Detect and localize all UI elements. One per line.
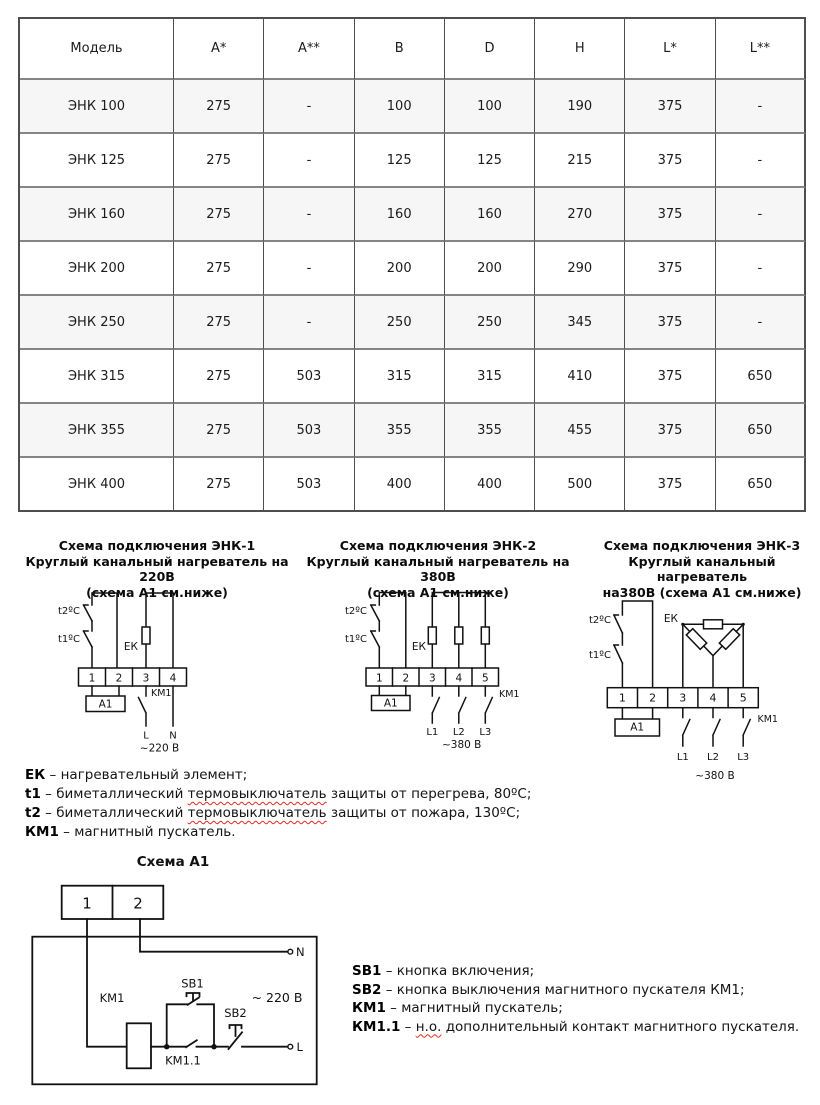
dimension-cell: 503: [264, 458, 354, 512]
model-cell: ЭНК 400: [20, 458, 174, 512]
terminal-number: 2: [402, 672, 410, 685]
legend-text: – магнитный пускатель.: [58, 824, 236, 840]
title-line: (схема А1 см.ниже): [86, 584, 228, 600]
dimension-cell: 315: [445, 350, 535, 404]
t2-label: t2ºC: [589, 615, 611, 626]
terminal-number: 5: [739, 691, 747, 705]
heater-element: [719, 629, 739, 650]
t1-label: t1ºC: [589, 650, 611, 661]
terminal-number: 1: [375, 672, 383, 685]
junction-node: [211, 1044, 216, 1049]
dimensions-table: [18, 17, 806, 512]
km1-label: KM1: [499, 689, 520, 700]
model-cell: ЭНК 315: [20, 350, 174, 404]
dimension-cell: 345: [535, 296, 625, 350]
l2-label: L2: [707, 752, 719, 763]
terminal-number: 2: [115, 672, 123, 685]
dimension-cell: -: [716, 242, 806, 296]
sb1-label: SB1: [181, 976, 204, 991]
legend-text: – магнитный пускатель;: [385, 1000, 563, 1016]
title-line: Круглый канальный нагреватель на 220В: [25, 553, 289, 584]
legend-line: [352, 1018, 817, 1037]
legend-text: – кнопка включения;: [381, 963, 535, 979]
a1-leads: [92, 686, 119, 696]
legend-term: SB2: [352, 981, 382, 998]
dimension-cell: 650: [716, 404, 806, 458]
dimension-cell: 375: [625, 404, 715, 458]
dimension-cell: 125: [355, 134, 445, 188]
dimension-cell: -: [264, 242, 354, 296]
header-row: [20, 19, 806, 80]
schema-a1-legend: [352, 962, 817, 1036]
dimension-cell: 215: [535, 134, 625, 188]
legend-text: –: [400, 1018, 416, 1035]
delta-node: [681, 623, 684, 626]
column-header: H: [535, 19, 625, 80]
model-cell: ЭНК 250: [20, 296, 174, 350]
dimension-cell: -: [716, 80, 806, 134]
terminal-number: 1: [82, 894, 92, 913]
km1-contact: [432, 686, 439, 723]
dimension-cell: 375: [625, 188, 715, 242]
l3-label: L3: [737, 752, 750, 763]
legend-term: КМ1.1: [352, 1018, 401, 1035]
voltage-label: ~380 В: [442, 739, 482, 751]
table-row: [20, 80, 806, 134]
column-header: L**: [716, 19, 806, 80]
legend-line: [352, 999, 817, 1018]
dimension-cell: 375: [625, 80, 715, 134]
terminal-number: 3: [679, 691, 687, 705]
heater-element: [428, 627, 436, 644]
dimension-cell: 355: [355, 404, 445, 458]
legend-wavy-text: н.о.: [415, 1018, 442, 1035]
dimension-cell: 275: [174, 134, 264, 188]
dimension-cell: 375: [625, 296, 715, 350]
terminal-number: 1: [618, 691, 626, 705]
dimension-cell: -: [716, 188, 806, 242]
n-label: N: [296, 945, 305, 960]
diagram-title-enk3: [584, 538, 820, 600]
dimension-cell: 125: [445, 134, 535, 188]
legend-text: – биметаллический: [40, 805, 188, 821]
dimension-cell: 275: [174, 242, 264, 296]
legend-text: – биметаллический: [40, 786, 188, 802]
dimension-cell: 503: [264, 350, 354, 404]
heater-element: [455, 627, 463, 644]
l2-label: L2: [452, 727, 465, 738]
km1-label: KM1: [99, 991, 125, 1005]
sb2-button: [229, 1025, 243, 1049]
km1-coil: [127, 1023, 151, 1068]
dimension-cell: 275: [174, 350, 264, 404]
n-wire: [140, 919, 288, 952]
l-label: L: [143, 730, 149, 742]
title-line: Схема подключения ЭНК-2: [339, 538, 537, 553]
dimension-cell: 500: [535, 458, 625, 512]
voltage-label: ~220 В: [139, 742, 180, 755]
dimension-cell: 650: [716, 458, 806, 512]
table-head: [20, 19, 806, 80]
terminal-number: 4: [709, 691, 717, 705]
dimension-cell: 375: [625, 350, 715, 404]
dimension-cell: -: [264, 296, 354, 350]
thermal-loop: [92, 593, 117, 668]
dimension-cell: 275: [174, 404, 264, 458]
title-line: Круглый канальный нагреватель на 380В: [306, 553, 570, 584]
l3-label: L3: [479, 727, 492, 738]
dimension-cell: 375: [625, 242, 715, 296]
terminal-number: 5: [481, 672, 489, 685]
dimension-cell: -: [716, 296, 806, 350]
terminal-number: 3: [428, 672, 436, 685]
dimension-cell: 250: [445, 296, 535, 350]
heater-element: [686, 629, 706, 650]
delta-node: [742, 623, 745, 626]
terminal-number: 4: [169, 672, 177, 685]
dimension-cell: 650: [716, 350, 806, 404]
legend-term: t2: [25, 805, 41, 821]
table-row: [20, 134, 806, 188]
km1-contact: [713, 708, 720, 746]
l1-label: L1: [426, 727, 439, 738]
l-label: L: [296, 1040, 303, 1055]
terminal-number: 3: [142, 672, 150, 685]
n-terminal-circle: [288, 949, 293, 954]
legend-text: – нагревательный элемент;: [45, 767, 248, 783]
dimension-cell: 355: [445, 404, 535, 458]
column-header: Модель: [20, 19, 174, 80]
dimension-cell: 410: [535, 350, 625, 404]
terminal-number: 4: [455, 672, 463, 685]
legend-text: защиты от пожара, 130ºС;: [326, 805, 521, 821]
a1-label: А1: [383, 697, 398, 710]
column-header: A*: [174, 19, 264, 80]
km1-label: KM1: [151, 688, 172, 699]
legend-text: дополнительный контакт магнитного пускателя.: [441, 1018, 800, 1035]
legend-line: [25, 766, 565, 785]
column-header: B: [355, 19, 445, 80]
t2-label: t2ºC: [58, 606, 80, 617]
t2-label: t2ºC: [345, 606, 367, 617]
table-row: [20, 458, 806, 512]
heater-element: [704, 620, 723, 629]
dimension-cell: 270: [535, 188, 625, 242]
km1-contact: [485, 686, 492, 723]
dimension-cell: 160: [445, 188, 535, 242]
heater-element: [142, 627, 150, 644]
km1-contact: [683, 708, 690, 746]
voltage-label: ~380 В: [695, 770, 735, 782]
n-label: N: [169, 730, 177, 742]
terminal-number: 2: [649, 691, 657, 705]
thermal-switch-blades: [614, 615, 623, 663]
a1-leads: [379, 686, 406, 696]
sb2-label: SB2: [224, 1006, 247, 1020]
dimension-cell: 250: [355, 296, 445, 350]
legend-wavy-text: термовыключатель: [187, 805, 327, 821]
ek-label: ЕК: [123, 641, 138, 653]
legend-line: [352, 962, 817, 981]
dimension-cell: 400: [355, 458, 445, 512]
legend-term: ЕК: [25, 767, 46, 783]
model-cell: ЭНК 160: [20, 188, 174, 242]
a1-leads: [622, 708, 652, 719]
km11-label: KM1.1: [165, 1053, 201, 1068]
dimension-cell: 455: [535, 404, 625, 458]
t1-label: t1ºC: [58, 634, 80, 645]
title-line: (схема А1 см.ниже): [367, 584, 509, 600]
terminal-number: 1: [88, 672, 96, 685]
dimension-cell: 200: [355, 242, 445, 296]
dimension-cell: -: [264, 134, 354, 188]
table-row: [20, 404, 806, 458]
table-body: [20, 80, 806, 512]
dimension-cell: -: [716, 134, 806, 188]
legend-term: КМ1: [25, 824, 59, 840]
dimension-cell: 190: [535, 80, 625, 134]
sb1-button: [187, 993, 200, 1005]
dimension-cell: 275: [174, 188, 264, 242]
dimension-cell: 200: [445, 242, 535, 296]
schema-a1-diagram: [25, 845, 345, 1095]
legend-text: защиты от перегрева, 80ºС;: [326, 786, 532, 802]
ek-label: ЕК: [411, 641, 426, 653]
dimension-cell: 275: [174, 296, 264, 350]
t1-label: t1ºC: [345, 634, 367, 645]
legend-text: – кнопка выключения магнитного пускателя КМ1;: [381, 981, 745, 998]
dimension-cell: 315: [355, 350, 445, 404]
a1-label: А1: [98, 698, 113, 711]
column-header: A**: [264, 19, 354, 80]
dimension-cell: 100: [445, 80, 535, 134]
dimension-cell: 275: [174, 458, 264, 512]
wiring-diagram-enk2: [310, 585, 570, 765]
table-row: [20, 296, 806, 350]
a1-label: А1: [630, 721, 645, 734]
terminal-number: 2: [133, 894, 143, 913]
model-cell: ЭНК 200: [20, 242, 174, 296]
km1-contact: [459, 686, 466, 723]
junction-node: [164, 1044, 169, 1049]
dimension-cell: 375: [625, 134, 715, 188]
column-header: L*: [625, 19, 715, 80]
table-row: [20, 242, 806, 296]
model-cell: ЭНК 100: [20, 80, 174, 134]
title-line: на380В (схема А1 см.ниже): [602, 584, 802, 600]
km1-contact: [743, 708, 750, 746]
title-line: Круглый канальный нагреватель: [628, 553, 776, 584]
thermal-loop: [622, 601, 652, 688]
l1-label: L1: [676, 752, 689, 763]
title-line: Схема подключения ЭНК-3: [603, 538, 801, 553]
km11-contact-blade: [186, 1040, 197, 1047]
terminal1-wire: [87, 919, 127, 1047]
dimension-cell: 160: [355, 188, 445, 242]
components-legend: [25, 766, 565, 842]
dimension-cell: -: [264, 80, 354, 134]
dimension-cell: 375: [625, 458, 715, 512]
legend-term: КМ1: [352, 1000, 386, 1016]
dimension-cell: 100: [355, 80, 445, 134]
l-terminal-circle: [288, 1044, 293, 1049]
thermal-switch-blades: [371, 605, 380, 647]
thermal-switch-blades: [84, 605, 93, 647]
legend-line: [25, 804, 565, 823]
dimension-cell: 275: [174, 80, 264, 134]
legend-term: t1: [25, 786, 41, 802]
column-header: D: [445, 19, 535, 80]
table-row: [20, 188, 806, 242]
km1-label: KM1: [757, 714, 778, 725]
title-line: Схема подключения ЭНК-1: [58, 538, 256, 553]
wiring-diagram-enk1: [20, 585, 280, 765]
sb1-branch: [167, 1004, 214, 1046]
dimension-cell: -: [264, 188, 354, 242]
heater-element: [481, 627, 489, 644]
legend-line: [25, 823, 565, 842]
dimension-cell: 503: [264, 404, 354, 458]
thermal-loop: [379, 593, 406, 669]
legend-term: SB1: [352, 963, 382, 979]
voltage-label: ~ 220 В: [251, 990, 303, 1005]
dimension-cell: 400: [445, 458, 535, 512]
km1-contact: [139, 686, 147, 726]
model-cell: ЭНК 355: [20, 404, 174, 458]
table-row: [20, 350, 806, 404]
schema-a1-title: Схема А1: [136, 854, 210, 870]
legend-line: [352, 981, 817, 1000]
dimension-cell: 290: [535, 242, 625, 296]
legend-wavy-text: термовыключатель: [187, 786, 327, 802]
wiring-diagram-enk3: [570, 595, 820, 795]
model-cell: ЭНК 125: [20, 134, 174, 188]
ek-label: ЕК: [663, 613, 678, 625]
legend-line: [25, 785, 565, 804]
